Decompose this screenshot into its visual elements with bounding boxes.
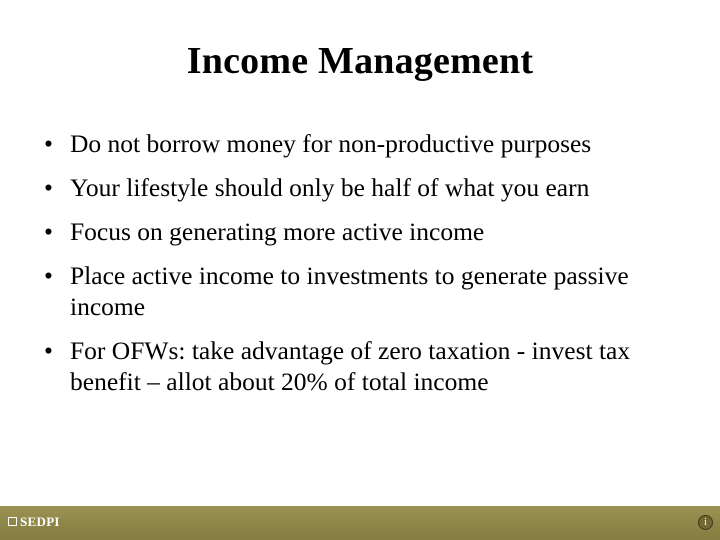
info-badge-icon[interactable]: i	[698, 515, 713, 530]
page-title: Income Management	[186, 40, 534, 82]
bullet-icon: •	[44, 336, 53, 365]
bullet-icon: •	[44, 173, 53, 202]
footer-inner	[0, 506, 720, 540]
list-item	[38, 216, 686, 247]
list-item-text: Focus on generating more active income	[70, 217, 485, 246]
sedpi-logo-text: SEDPI	[20, 514, 60, 529]
bullet-icon: •	[44, 261, 53, 290]
list-item	[38, 335, 686, 397]
sedpi-logo	[8, 514, 60, 529]
list-item	[38, 172, 686, 203]
list-item	[38, 128, 686, 159]
list-item-text: Place active income to investments to generate passive income	[70, 261, 629, 321]
footer-bar	[0, 506, 720, 540]
list-item-text: Your lifestyle should only be half of what you earn	[70, 173, 590, 202]
list-item	[38, 260, 686, 322]
logo-mark-icon	[8, 517, 17, 526]
list-item-text: Do not borrow money for non-productive purposes	[70, 129, 592, 158]
bullet-list	[38, 128, 686, 397]
bullet-icon: •	[44, 129, 53, 158]
bullet-icon: •	[44, 217, 53, 246]
list-item-text: For OFWs: take advantage of zero taxation - invest tax benefit – allot about 20% of total income	[70, 336, 631, 396]
